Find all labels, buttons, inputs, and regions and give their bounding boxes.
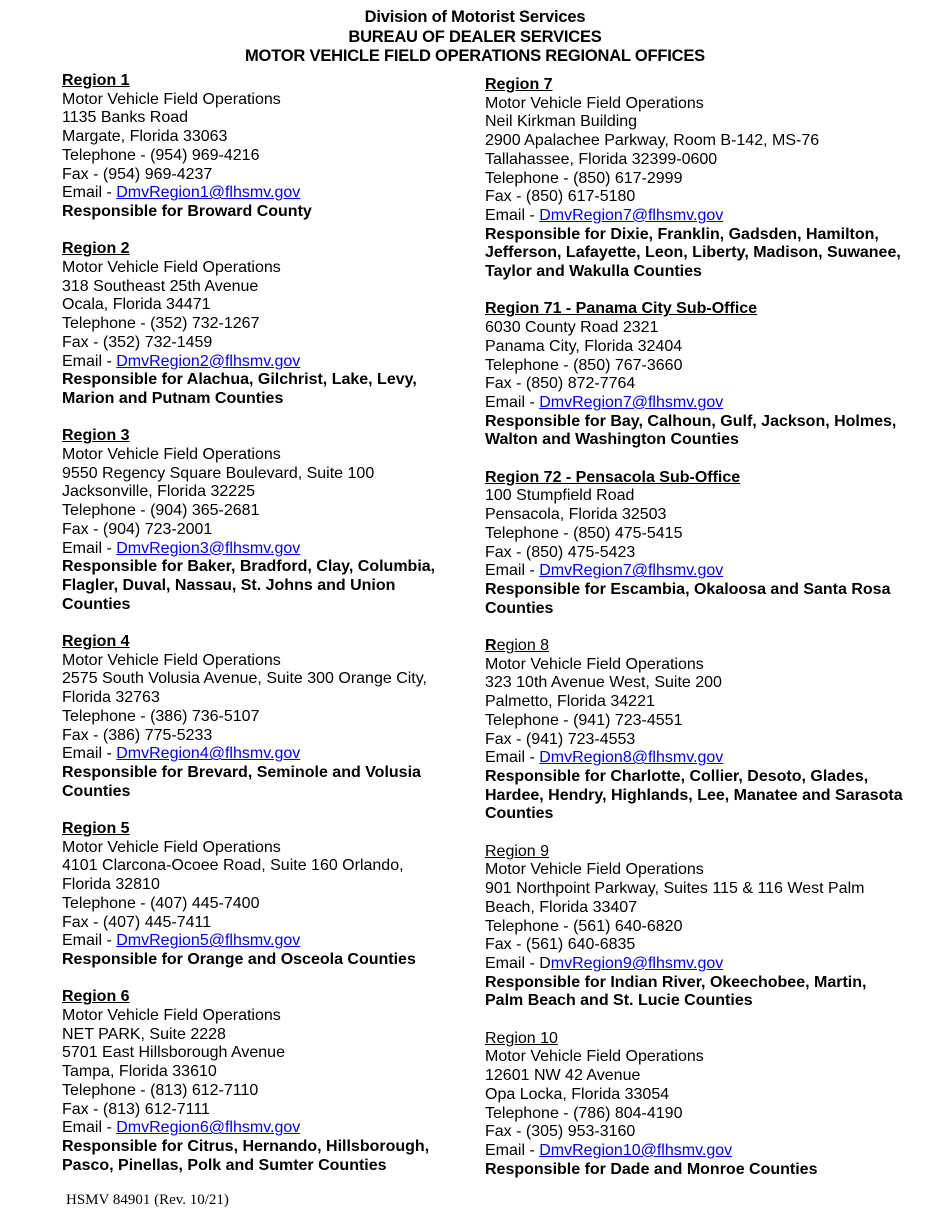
responsibility: Responsible for Dixie, Franklin, Gadsden, Hamilton, Jefferson, Lafayette, Leon, Liberty, Madison, Suwanee, Taylor and Wakulla Counties bbox=[485, 225, 901, 281]
region-title: Region 10 bbox=[485, 1029, 558, 1047]
building-name: Neil Kirkman Building bbox=[485, 113, 638, 131]
email-line bbox=[485, 1142, 905, 1161]
email-line bbox=[62, 745, 452, 764]
fax: Fax - (352) 732-1459 bbox=[62, 333, 213, 351]
telephone: Telephone - (352) 732-1267 bbox=[62, 315, 260, 333]
responsibility: Responsible for Escambia, Okaloosa and Santa Rosa Counties bbox=[485, 580, 891, 617]
email-label: Email - bbox=[62, 352, 117, 370]
street-address: 4101 Clarcona-Ocoee Road, Suite 160 Orlando, Florida 32810 bbox=[62, 857, 404, 894]
region-title-rest: egion 8 bbox=[496, 637, 550, 655]
region-71 bbox=[485, 300, 905, 450]
city-state-zip: Pensacola, Florida 32503 bbox=[485, 506, 667, 524]
office-name: Motor Vehicle Field Operations bbox=[62, 651, 281, 669]
fax: Fax - (386) 775-5233 bbox=[62, 726, 213, 744]
region-4 bbox=[62, 633, 452, 801]
street-address: 12601 NW 42 Avenue bbox=[485, 1067, 641, 1085]
suite: NET PARK, Suite 2228 bbox=[62, 1025, 226, 1043]
responsibility: Responsible for Bay, Calhoun, Gulf, Jackson, Holmes, Walton and Washington Counties bbox=[485, 412, 897, 449]
fax: Fax - (941) 723-4553 bbox=[485, 730, 636, 748]
street-address: 2900 Apalachee Parkway, Room B-142, MS-76 bbox=[485, 132, 820, 150]
city-state-zip: Panama City, Florida 32404 bbox=[485, 337, 683, 355]
fax: Fax - (407) 445-7411 bbox=[62, 913, 212, 931]
fax: Fax - (305) 953-3160 bbox=[485, 1123, 636, 1141]
email-line bbox=[485, 394, 905, 413]
office-name: Motor Vehicle Field Operations bbox=[62, 446, 281, 464]
left-column bbox=[62, 72, 452, 1194]
email-label: Email - bbox=[485, 749, 540, 767]
region-title: Region 5 bbox=[62, 820, 130, 838]
email-line bbox=[62, 184, 452, 203]
responsibility: Responsible for Alachua, Gilchrist, Lake, Levy, Marion and Putnam Counties bbox=[62, 371, 417, 407]
region-8 bbox=[485, 637, 905, 824]
region-9 bbox=[485, 843, 905, 1011]
telephone: Telephone - (407) 445-7400 bbox=[62, 894, 260, 912]
region-title: Region 4 bbox=[62, 633, 130, 651]
email-label: Email - bbox=[62, 745, 117, 763]
email-link[interactable]: DmvRegion1@flhsmv.gov bbox=[116, 184, 301, 202]
telephone: Telephone - (561) 640-6820 bbox=[485, 917, 683, 935]
region-3 bbox=[62, 427, 452, 614]
email-line bbox=[485, 749, 905, 768]
email-label: Email - bbox=[485, 1142, 540, 1159]
office-name: Motor Vehicle Field Operations bbox=[62, 259, 281, 277]
header-division: Division of Motorist Services bbox=[364, 8, 586, 26]
street-address: 6030 County Road 2321 bbox=[485, 319, 659, 337]
fax: Fax - (954) 969-4237 bbox=[62, 165, 213, 183]
city-state-zip: Margate, Florida 33063 bbox=[62, 128, 228, 146]
form-number: HSMV 84901 (Rev. 10/21) bbox=[66, 1192, 229, 1208]
city-state-zip: Palmetto, Florida 34221 bbox=[485, 693, 655, 711]
street-address: 5701 East Hillsborough Avenue bbox=[62, 1044, 285, 1062]
office-name: Motor Vehicle Field Operations bbox=[62, 1007, 281, 1025]
responsibility: Responsible for Broward County bbox=[62, 202, 312, 220]
email-label: Email - bbox=[62, 1119, 117, 1137]
region-7 bbox=[485, 76, 905, 282]
office-name: Motor Vehicle Field Operations bbox=[485, 94, 704, 112]
email-link[interactable]: mvRegion9@flhsmv.gov bbox=[550, 954, 724, 972]
region-title: Region 9 bbox=[485, 842, 550, 860]
office-name: Motor Vehicle Field Operations bbox=[485, 861, 704, 879]
telephone: Telephone - (786) 804-4190 bbox=[485, 1104, 683, 1122]
region-title: Region 2 bbox=[62, 240, 130, 258]
region-1 bbox=[62, 72, 452, 222]
email-line bbox=[62, 932, 452, 951]
region-title: Region 7 bbox=[485, 76, 553, 93]
fax: Fax - (850) 475-5423 bbox=[485, 543, 636, 561]
street-address: 1135 Banks Road bbox=[62, 109, 189, 127]
region-title: Region 1 bbox=[62, 72, 130, 89]
telephone: Telephone - (386) 736-5107 bbox=[62, 707, 260, 725]
city-state-zip: Ocala, Florida 34471 bbox=[62, 296, 211, 314]
header-bureau: BUREAU OF DEALER SERVICES bbox=[348, 27, 602, 46]
responsibility: Responsible for Citrus, Hernando, Hillsborough, Pasco, Pinellas, Polk and Sumter Counties bbox=[62, 1138, 430, 1174]
fax: Fax - (561) 640-6835 bbox=[485, 936, 636, 954]
email-link[interactable]: DmvRegion10@flhsmv.gov bbox=[539, 1142, 733, 1159]
region-title: Region 72 - Pensacola Sub-Office bbox=[485, 468, 741, 486]
city-state-zip: Tallahassee, Florida 32399-0600 bbox=[485, 150, 718, 168]
document-header bbox=[0, 8, 950, 67]
email-link[interactable]: DmvRegion7@flhsmv.gov bbox=[539, 393, 724, 411]
email-link[interactable]: DmvRegion8@flhsmv.gov bbox=[539, 749, 724, 767]
email-line bbox=[62, 353, 452, 372]
responsibility: Responsible for Dade and Monroe Counties bbox=[485, 1160, 818, 1178]
email-line bbox=[485, 562, 905, 581]
office-name: Motor Vehicle Field Operations bbox=[62, 838, 281, 856]
email-link[interactable]: DmvRegion7@flhsmv.gov bbox=[539, 206, 724, 224]
street-address: 318 Southeast 25th Avenue bbox=[62, 277, 259, 295]
office-name: Motor Vehicle Field Operations bbox=[485, 1048, 704, 1066]
email-link[interactable]: DmvRegion5@flhsmv.gov bbox=[116, 932, 301, 950]
region-5 bbox=[62, 820, 452, 970]
city-state-zip: Opa Locka, Florida 33054 bbox=[485, 1085, 670, 1103]
street-address: 9550 Regency Square Boulevard, Suite 100 bbox=[62, 464, 375, 482]
fax: Fax - (850) 872-7764 bbox=[485, 375, 636, 393]
responsibility: Responsible for Indian River, Okeechobee, Martin, Palm Beach and St. Lucie Counties bbox=[485, 973, 867, 1010]
email-link[interactable]: DmvRegion6@flhsmv.gov bbox=[116, 1119, 301, 1137]
city-state-zip: Tampa, Florida 33610 bbox=[62, 1063, 217, 1081]
responsibility: Responsible for Orange and Osceola Counties bbox=[62, 950, 416, 968]
region-2 bbox=[62, 240, 452, 408]
email-link[interactable]: DmvRegion4@flhsmv.gov bbox=[116, 745, 301, 763]
region-6 bbox=[62, 988, 452, 1175]
region-title: Region 71 - Panama City Sub-Office bbox=[485, 300, 758, 318]
email-link[interactable]: DmvRegion7@flhsmv.gov bbox=[539, 562, 724, 580]
email-label: Email - bbox=[62, 539, 117, 557]
telephone: Telephone - (850) 617-2999 bbox=[485, 169, 683, 187]
telephone: Telephone - (954) 969-4216 bbox=[62, 146, 260, 164]
email-link[interactable]: DmvRegion2@flhsmv.gov bbox=[116, 352, 301, 370]
email-link[interactable]: DmvRegion3@flhsmv.gov bbox=[116, 539, 301, 557]
email-label: Email - bbox=[485, 562, 540, 580]
region-10 bbox=[485, 1030, 905, 1180]
responsibility: Responsible for Brevard, Seminole and Volusia Counties bbox=[62, 763, 421, 800]
city-state-zip: Jacksonville, Florida 32225 bbox=[62, 483, 255, 501]
region-72 bbox=[485, 469, 905, 619]
office-name: Motor Vehicle Field Operations bbox=[485, 655, 704, 673]
email-label: Email - bbox=[485, 393, 540, 411]
telephone: Telephone - (850) 475-5415 bbox=[485, 524, 683, 542]
responsibility: Responsible for Baker, Bradford, Clay, Columbia, Flagler, Duval, Nassau, St. Johns and Union Counties bbox=[62, 558, 436, 613]
email-line bbox=[62, 540, 452, 559]
responsibility: Responsible for Charlotte, Collier, Desoto, Glades, Hardee, Hendry, Highlands, Lee, Manatee and Sarasota Counties bbox=[485, 767, 903, 823]
street-address: 323 10th Avenue West, Suite 200 bbox=[485, 674, 722, 692]
telephone: Telephone - (904) 365-2681 bbox=[62, 502, 260, 520]
fax: Fax - (850) 617-5180 bbox=[485, 188, 636, 206]
email-line bbox=[62, 1119, 452, 1138]
email-line bbox=[485, 955, 905, 974]
region-title: Region 6 bbox=[62, 988, 130, 1006]
street-address: 100 Stumpfield Road bbox=[485, 487, 635, 505]
telephone: Telephone - (941) 723-4551 bbox=[485, 711, 683, 729]
header-offices: MOTOR VEHICLE FIELD OPERATIONS REGIONAL OFFICES bbox=[245, 47, 705, 65]
telephone: Telephone - (813) 612-7110 bbox=[62, 1081, 259, 1099]
region-title-initial: R bbox=[485, 637, 497, 655]
office-name: Motor Vehicle Field Operations bbox=[62, 90, 281, 108]
email-label: Email - bbox=[62, 184, 117, 202]
telephone: Telephone - (850) 767-3660 bbox=[485, 356, 683, 374]
street-address: 901 Northpoint Parkway, Suites 115 & 116 West Palm Beach, Florida 33407 bbox=[485, 880, 865, 916]
fax: Fax - (813) 612-7111 bbox=[62, 1100, 210, 1118]
email-label: Email - bbox=[62, 932, 117, 950]
region-title bbox=[485, 637, 905, 656]
email-label: Email - D bbox=[485, 954, 551, 972]
email-label: Email - bbox=[485, 206, 540, 224]
email-line bbox=[485, 207, 905, 226]
region-title: Region 3 bbox=[62, 427, 130, 445]
street-address: 2575 South Volusia Avenue, Suite 300 Orange City, Florida 32763 bbox=[62, 670, 427, 707]
fax: Fax - (904) 723-2001 bbox=[62, 520, 213, 538]
right-column bbox=[485, 76, 905, 1198]
